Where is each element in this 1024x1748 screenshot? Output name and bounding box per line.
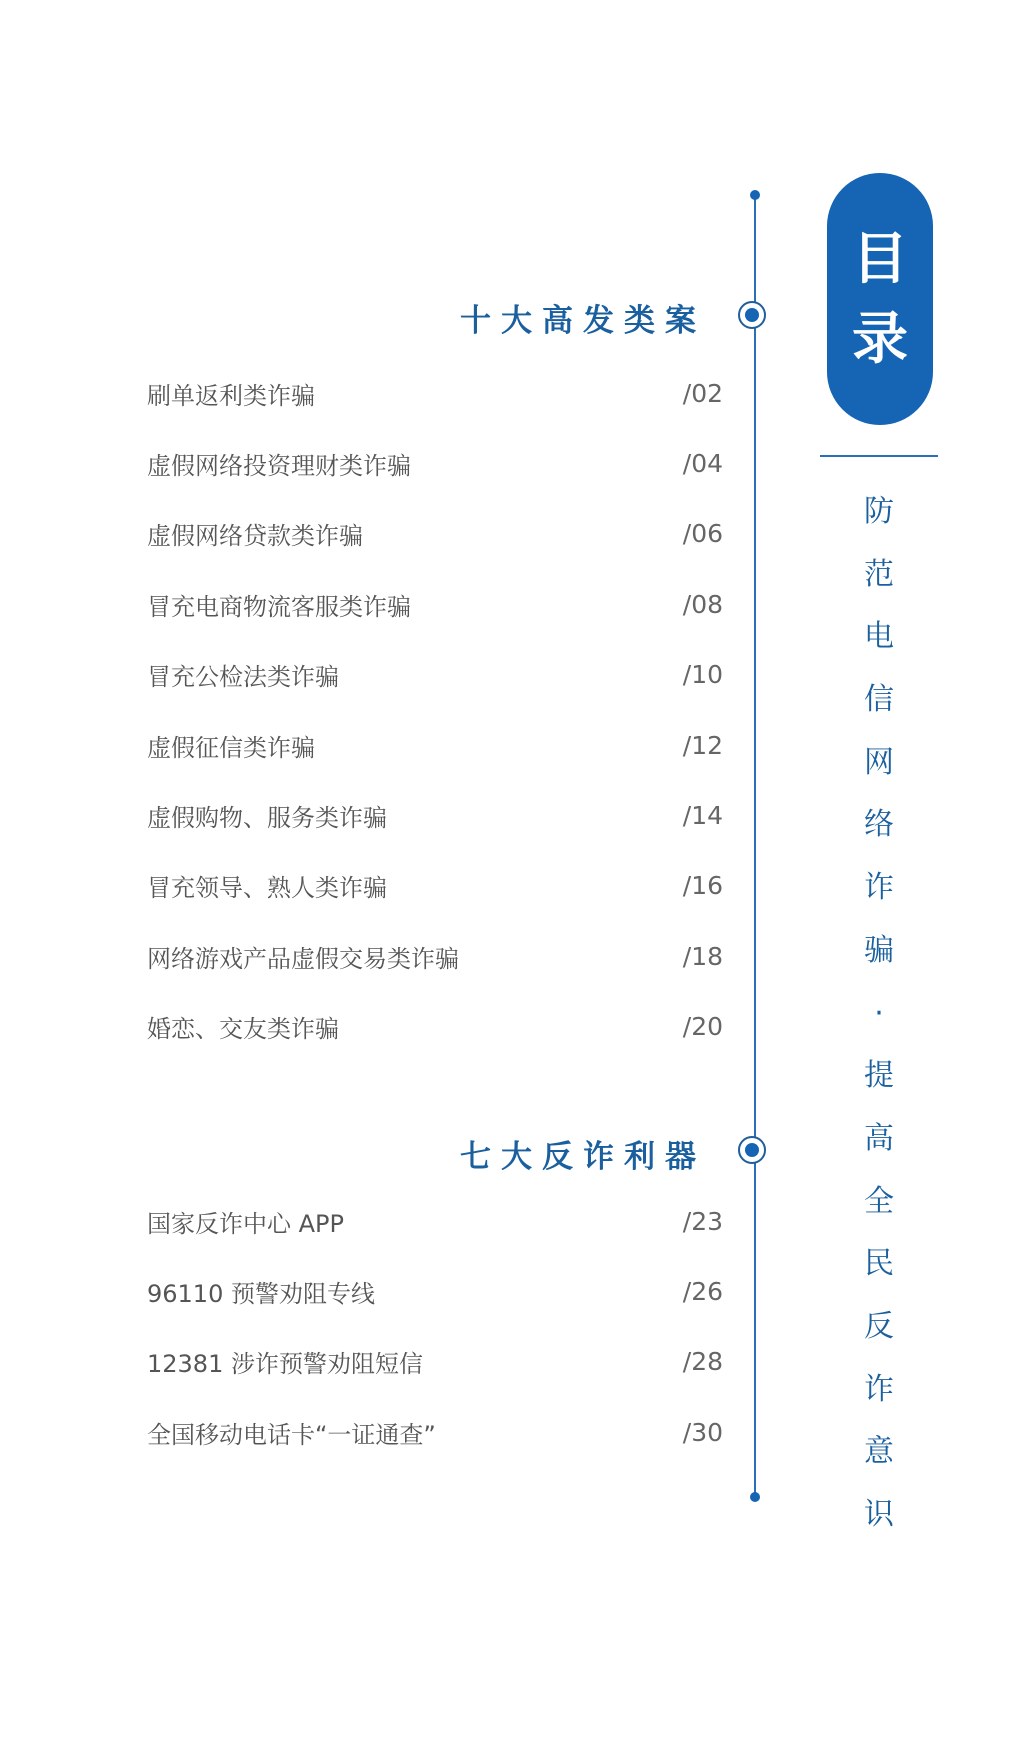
toc-badge <box>827 173 933 425</box>
toc-item[interactable] <box>147 936 723 976</box>
toc-item-page: /30 <box>682 1417 723 1447</box>
toc-item[interactable] <box>147 584 723 624</box>
toc-item-page: /28 <box>682 1347 723 1377</box>
section-title: 七大反诈利器 <box>460 1139 706 1175</box>
timeline-line <box>754 195 756 1497</box>
toc-item-label: 冒充领导、熟人类诈骗 <box>147 874 387 903</box>
toc-item-label: 冒充公检法类诈骗 <box>147 663 339 692</box>
side-title-char: 络 <box>864 807 894 843</box>
toc-item[interactable] <box>147 1007 723 1047</box>
toc-item-label: 冒充电商物流客服类诈骗 <box>147 592 411 621</box>
toc-item-page: /06 <box>682 519 723 549</box>
section-marker-icon <box>738 1136 766 1164</box>
badge-char: 目 <box>852 226 908 292</box>
toc-item[interactable] <box>147 1412 723 1452</box>
toc-item-label: 虚假购物、服务类诈骗 <box>147 803 387 832</box>
side-title-char: 网 <box>864 744 894 780</box>
toc-item-label: 网络游戏产品虚假交易类诈骗 <box>147 944 459 973</box>
divider <box>820 455 938 457</box>
toc-item-page: /10 <box>682 660 723 690</box>
side-title-char: 诈 <box>864 870 894 906</box>
toc-item-label: 婚恋、交友类诈骗 <box>147 1015 339 1044</box>
side-title-char: 信 <box>864 682 894 718</box>
toc-item-label: 12381 涉诈预警劝阻短信 <box>147 1350 423 1379</box>
toc-item-page: /02 <box>682 378 723 408</box>
toc-item[interactable] <box>147 655 723 695</box>
toc-item-label: 虚假征信类诈骗 <box>147 733 315 762</box>
side-title-char: 范 <box>864 556 894 592</box>
toc-item[interactable] <box>147 373 723 413</box>
toc-item-page: /04 <box>682 448 723 478</box>
toc-item-label: 国家反诈中心 APP <box>147 1209 344 1238</box>
side-title-char: 诈 <box>864 1371 894 1407</box>
side-title-char: 提 <box>864 1058 894 1094</box>
side-title-char: 高 <box>864 1120 894 1156</box>
toc-item[interactable] <box>147 443 723 483</box>
badge-char: 录 <box>852 306 908 372</box>
toc-item-page: /12 <box>682 730 723 760</box>
section-marker-icon <box>738 301 766 329</box>
side-title-char: 防 <box>864 494 894 529</box>
side-title-char: · <box>874 995 884 1031</box>
side-vertical-title <box>862 492 896 1558</box>
toc-item-label: 虚假网络投资理财类诈骗 <box>147 451 411 480</box>
toc-item-label: 虚假网络贷款类诈骗 <box>147 522 363 551</box>
side-title-char: 反 <box>864 1308 894 1344</box>
side-title-char: 民 <box>864 1246 894 1282</box>
toc-item[interactable] <box>147 514 723 554</box>
toc-item-label: 全国移动电话卡“一证通查” <box>147 1420 436 1449</box>
toc-item[interactable] <box>147 1342 723 1382</box>
toc-item-page: /16 <box>682 871 723 901</box>
side-title-char: 识 <box>864 1497 894 1532</box>
toc-item-page: /18 <box>682 941 723 971</box>
side-title-char: 电 <box>864 619 894 655</box>
timeline-bottom-dot <box>750 1492 760 1502</box>
toc-item-page: /08 <box>682 589 723 619</box>
side-title-char: 全 <box>864 1183 894 1219</box>
side-title-char: 意 <box>864 1434 894 1470</box>
toc-item[interactable] <box>147 866 723 906</box>
toc-item[interactable] <box>147 795 723 835</box>
toc-item-page: /14 <box>682 800 723 830</box>
toc-item-label: 刷单返利类诈骗 <box>147 381 315 410</box>
toc-item[interactable] <box>147 1201 723 1241</box>
toc-item-page: /20 <box>682 1012 723 1042</box>
toc-item-label: 96110 预警劝阻专线 <box>147 1279 375 1308</box>
toc-item-page: /23 <box>682 1206 723 1236</box>
toc-item[interactable] <box>147 725 723 765</box>
side-title-char: 骗 <box>864 932 894 968</box>
toc-item-page: /26 <box>682 1276 723 1306</box>
section-title: 十大高发类案 <box>460 303 706 339</box>
timeline-top-dot <box>750 190 760 200</box>
toc-item[interactable] <box>147 1271 723 1311</box>
